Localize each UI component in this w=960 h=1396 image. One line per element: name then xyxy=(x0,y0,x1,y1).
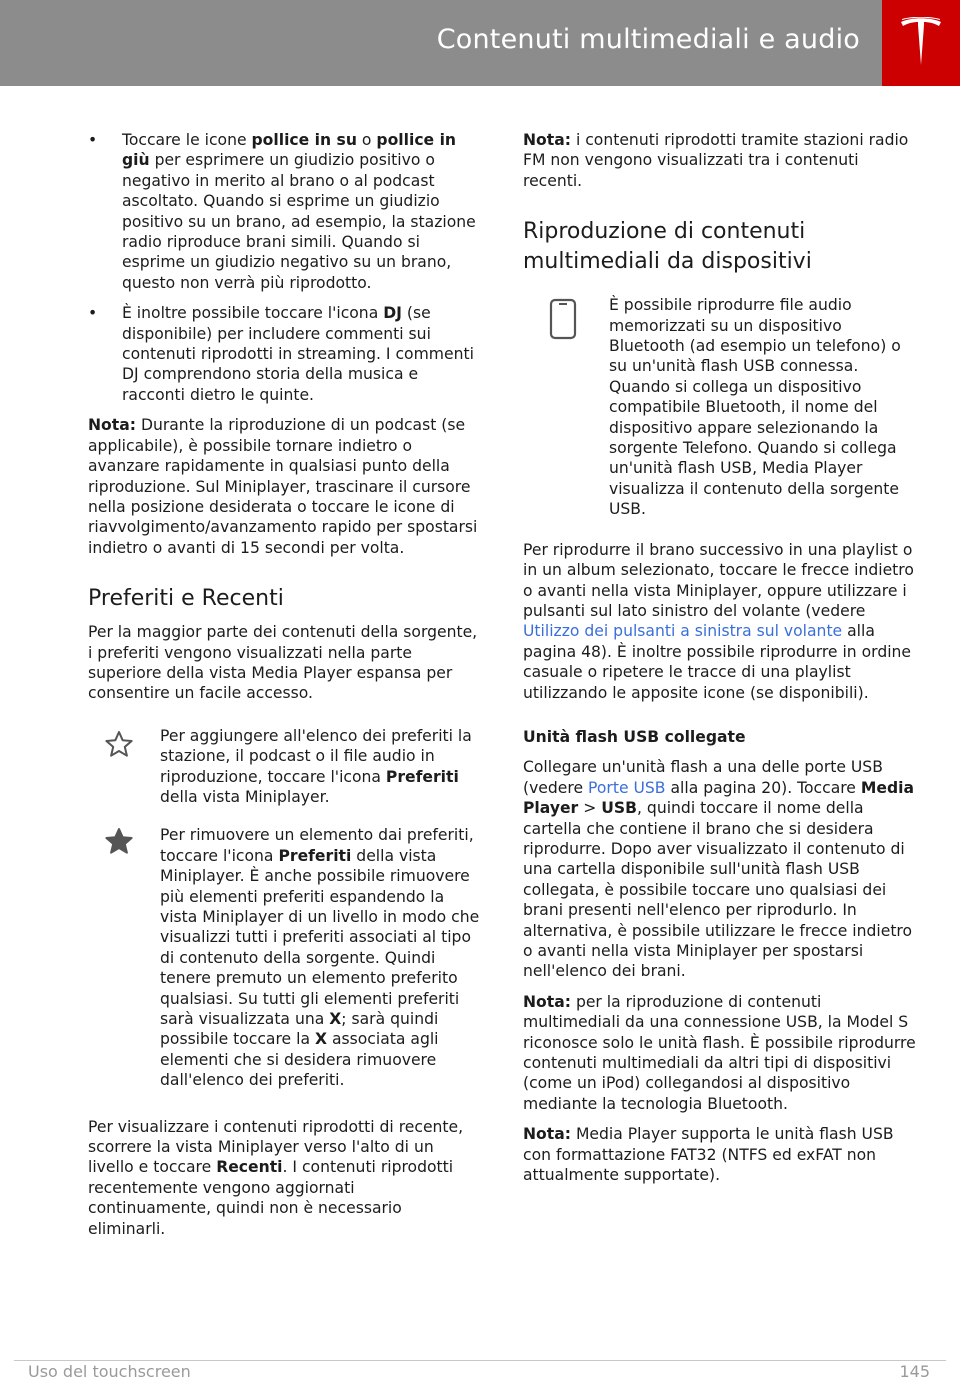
paragraph: Collegare un'unità flash a una delle porte USB (vedere Porte USB alla pagina 20). Toccare Media Player > USB, quindi toccare il nome della cartella che contiene il brano che si desidera riprodurre. Dopo aver visualizzato il contenuto di una cartella disponibile sull'unità flash USB collegata, è possibile toccare uno qualsiasi dei brani presenti nell'elenco per riprodurlo. In alternativa, è possibile utilizzare le frecce indietro o avanti nella vista Miniplayer per spostarsi nell'elenco dei brani. xyxy=(523,758,914,981)
tesla-logo xyxy=(882,0,960,86)
paragraph: Per la maggior parte dei contenuti della sorgente, i preferiti vengono visualizzati nella parte superiore della vista Media Player espansa per consentire un facile accesso. xyxy=(88,623,478,703)
device-row: È possibile riprodurre file audio memorizzati su un dispositivo Bluetooth (ad esempio un telefono) o su un'unità flash USB connessa. Quando si collega un dispositivo compatibile Bluetooth, il nome del dispositivo appare selezionando la sorgente Telefono. Quando si collega un'unità flash USB, Media Player visualizza il contenuto della sorgente USB. xyxy=(523,295,917,519)
note: Nota: per la riproduzione di contenuti multimediali da una connessione USB, la Model S riconosce solo le unità flash. È possibile riprodurre contenuti multimediali da altri tipi di dispositivi (come un iPod) collegandosi al dispositivo mediante la tecnologia Bluetooth. xyxy=(523,992,916,1113)
phone-icon xyxy=(548,297,578,341)
list-item: • Toccare le icone pollice in su o pollice in giù per esprimere un giudizio positivo o negativo in merito al brano o al podcast ascoltato. Quando si esprime un giudizio positivo su un brano, ad esempio, la stazione radio riproduce brani simili. Quando si esprime un giudizio negativo su un brano, questo non verrà più riprodotto. xyxy=(88,131,476,292)
star-outline-icon xyxy=(104,730,134,758)
link-usb-ports[interactable]: Porte USB xyxy=(588,778,666,797)
page-header xyxy=(0,0,960,86)
favorite-remove-row: Per rimuovere un elemento dai preferiti, toccare l'icona Preferiti della vista Miniplayer. È anche possibile rimuovere più elementi preferiti espandendo la vista Miniplayer di un livello in modo che visualizzi tutti i preferiti associati al tipo di contenuto della sorgente. Quindi tenere premuto un elemento preferito qualsiasi. Su tutti gli elementi preferiti sarà visualizzata una X; sarà quindi possibile toccare la X associata agli elementi che si desidera rimuovere dall'elenco dei preferiti. xyxy=(88,825,480,1090)
note: Nota: i contenuti riprodotti tramite stazioni radio FM non vengono visualizzati tra i contenuti recenti. xyxy=(523,131,909,190)
note: Nota: Durante la riproduzione di un podcast (se applicabile), è possibile tornare indietro o avanzare rapidamente in qualsiasi punto della riproduzione. Sul Miniplayer, trascinare il cursore nella posizione desiderata o toccare le icone di riavvolgimento/avanzamento rapido per spostarsi indietro o avanti di 15 secondi per volta. xyxy=(88,416,478,557)
section-heading: Preferiti e Recenti xyxy=(88,586,284,612)
tesla-logo-icon xyxy=(899,17,943,69)
star-filled-icon xyxy=(104,827,134,855)
left-column xyxy=(88,130,480,1249)
bullet-list xyxy=(88,130,480,405)
footer-section: Uso del touchscreen xyxy=(28,1362,191,1381)
subheading: Unità flash USB collegate xyxy=(523,727,746,746)
link-steering-buttons[interactable]: Utilizzo dei pulsanti a sinistra sul volante xyxy=(523,622,843,641)
right-column xyxy=(523,130,917,1195)
page-number: 145 xyxy=(899,1362,930,1381)
paragraph: Per riprodurre il brano successivo in una playlist o in un album selezionato, toccare le frecce indietro o avanti nella vista Miniplayer, oppure utilizzare i pulsanti sul lato sinistro del volante (vedere Utilizzo dei pulsanti a sinistra sul volante alla pagina 48). È inoltre possibile riprodurre in ordine casuale o ripetere le tracce di una playlist utilizzando le apposite icone (se disponibili). xyxy=(523,540,914,702)
list-item: • È inoltre possibile toccare l'icona DJ (se disponibile) per includere commenti sui contenuti riprodotti in streaming. I commenti DJ comprendono storia della musica e racconti dietro le quinte. xyxy=(88,304,474,404)
paragraph: Per visualizzare i contenuti riprodotti di recente, scorrere la vista Miniplayer verso l'alto di un livello e toccare Recenti. I contenuti riprodotti recentemente vengono aggiornati continuamente, quindi non è necessario eliminarli. xyxy=(88,1117,464,1238)
note: Nota: Media Player supporta le unità flash USB con formattazione FAT32 (NTFS ed exFAT non attualmente supportate). xyxy=(523,1125,894,1185)
header-title: Contenuti multimediali e audio xyxy=(436,24,860,55)
favorite-add-row: Per aggiungere all'elenco dei preferiti la stazione, il podcast o il file audio in riproduzione, toccare l'icona Preferiti della vista Miniplayer. xyxy=(88,726,480,808)
section-heading: Riproduzione di contenuti multimediali da dispositivi xyxy=(523,219,812,275)
